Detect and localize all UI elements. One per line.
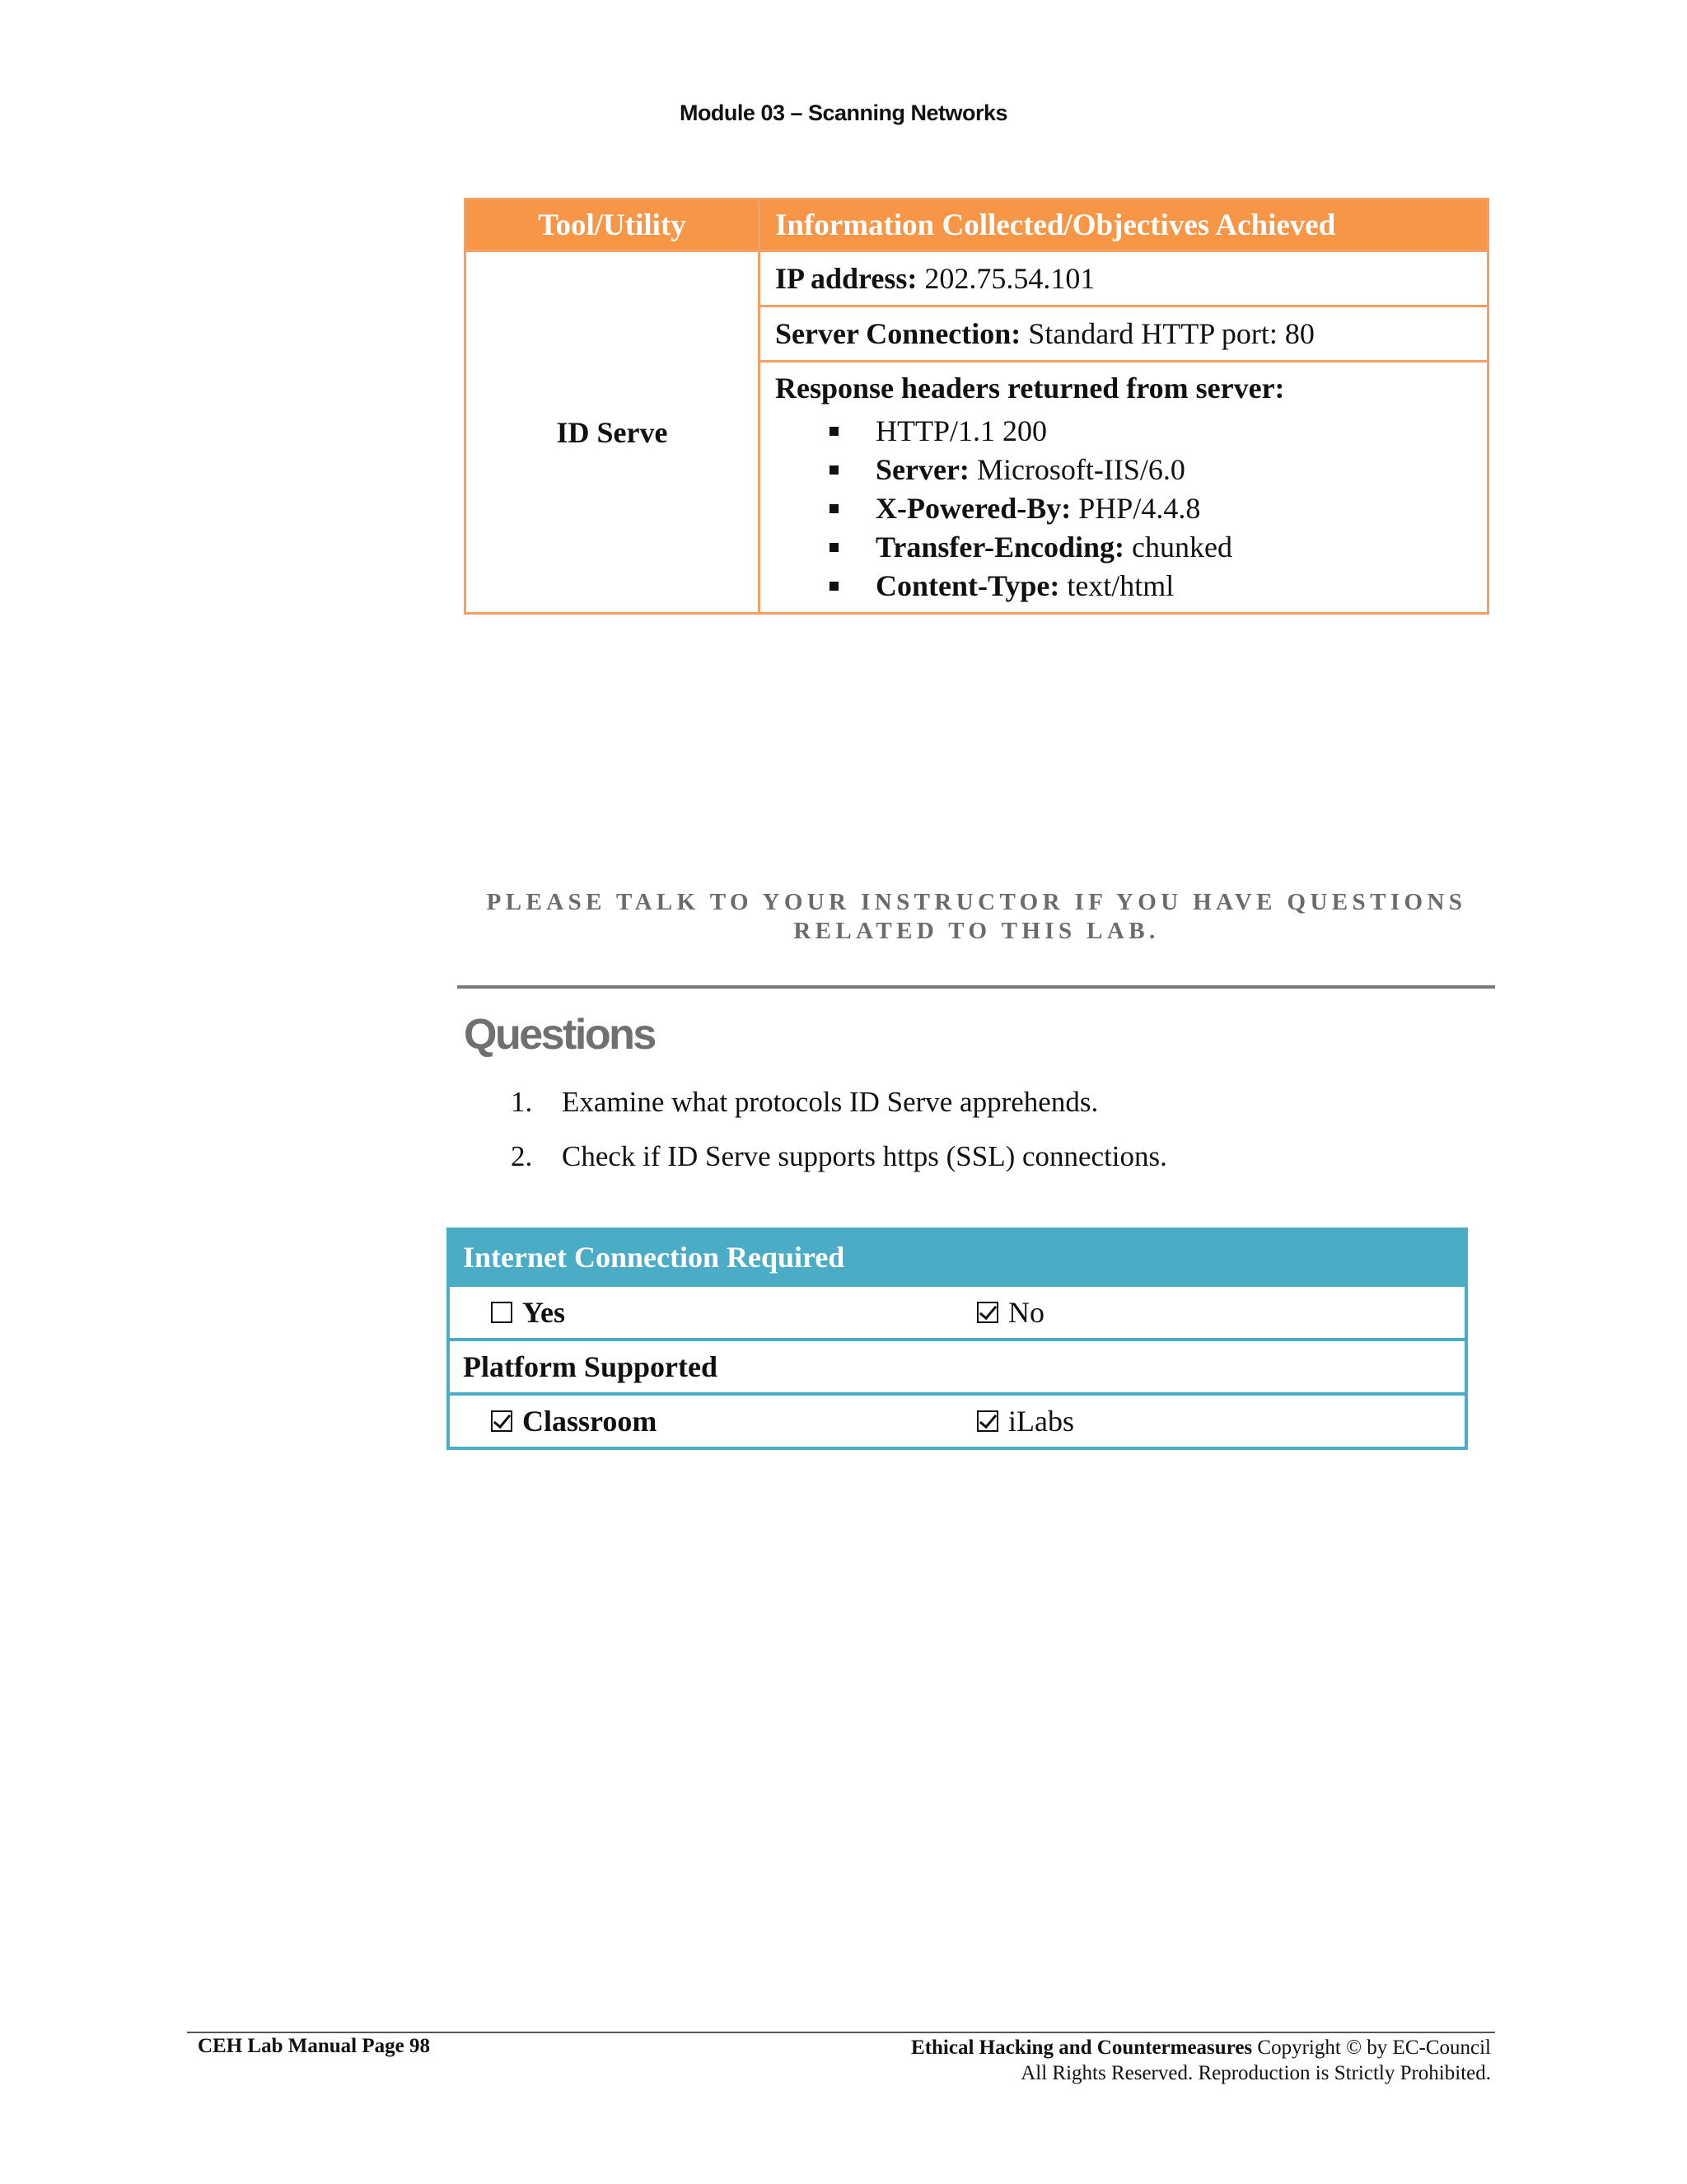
- bullet-icon: [829, 582, 839, 591]
- requirements-table: [446, 1228, 1468, 1450]
- bullet-icon: [829, 465, 839, 475]
- response-headers-list: [775, 412, 1472, 606]
- tool-name-cell: ID Serve: [465, 251, 759, 614]
- table-row: [448, 1229, 1466, 1285]
- section-divider: [457, 985, 1495, 989]
- option-ilabs: [977, 1404, 1074, 1438]
- option-no-label: No: [1008, 1295, 1044, 1329]
- footer-copyright-text: Copyright © by EC-Council: [1252, 2037, 1491, 2059]
- bullet-icon: [829, 543, 839, 552]
- header-label: Server:: [876, 453, 970, 486]
- table-row: [448, 1285, 1466, 1340]
- header-value: Microsoft-IIS/6.0: [976, 453, 1185, 486]
- module-header: Module 03 – Scanning Networks: [679, 101, 1008, 125]
- response-headers-cell: [759, 362, 1488, 614]
- internet-connection-options: [448, 1285, 1466, 1340]
- option-yes-label: Yes: [522, 1295, 565, 1329]
- question-number: 1.: [511, 1086, 533, 1118]
- table-row: [448, 1394, 1466, 1448]
- list-item: [511, 1134, 1167, 1188]
- results-table: [464, 198, 1489, 615]
- questions-list: [511, 1079, 1167, 1188]
- footer-divider: [187, 2032, 1495, 2033]
- header-value: text/html: [1067, 569, 1175, 602]
- platform-supported-heading: Platform Supported: [448, 1340, 1466, 1394]
- checkbox-checked-icon: [977, 1302, 998, 1323]
- list-item: [829, 489, 1472, 528]
- server-connection-label: Server Connection:: [775, 317, 1021, 350]
- header-label: Transfer-Encoding:: [876, 531, 1124, 564]
- header-label: X-Powered-By:: [876, 492, 1072, 525]
- footer-course-title: Ethical Hacking and Countermeasures: [911, 2037, 1253, 2059]
- checkbox-unchecked-icon: [491, 1302, 512, 1323]
- instructor-note: [464, 888, 1489, 946]
- option-ilabs-label: iLabs: [1008, 1404, 1074, 1438]
- list-item: [511, 1079, 1167, 1134]
- footer-copyright-line-2: All Rights Reserved. Reproduction is Strictly Prohibited.: [1021, 2062, 1491, 2084]
- option-classroom-label: Classroom: [522, 1404, 657, 1438]
- column-header-info: Information Collected/Objectives Achieved: [759, 199, 1488, 251]
- ip-address-label: IP address:: [775, 262, 918, 295]
- list-item: [829, 412, 1472, 451]
- header-value: chunked: [1132, 531, 1232, 564]
- question-number: 2.: [511, 1140, 533, 1172]
- ip-address-value: 202.75.54.101: [924, 262, 1096, 295]
- results-table-header-row: [465, 199, 1488, 251]
- footer-copyright: [911, 2035, 1491, 2086]
- response-headers-heading: Response headers returned from server:: [775, 372, 1285, 405]
- questions-heading: Questions: [464, 1011, 655, 1059]
- header-label: Content-Type:: [876, 569, 1060, 602]
- ip-address-cell: [759, 251, 1488, 306]
- bullet-icon: [829, 427, 839, 436]
- platform-options: [448, 1394, 1466, 1448]
- server-connection-value: Standard HTTP port: 80: [1028, 317, 1315, 350]
- footer-copyright-line-1: [911, 2035, 1491, 2060]
- internet-connection-heading: Internet Connection Required: [448, 1229, 1466, 1285]
- checkbox-checked-icon: [977, 1410, 998, 1432]
- header-value: PHP/4.4.8: [1078, 492, 1201, 525]
- instructor-note-line-2: RELATED TO THIS LAB.: [793, 918, 1160, 944]
- option-classroom: [463, 1404, 977, 1438]
- list-item: [829, 567, 1472, 606]
- table-row: [465, 251, 1488, 306]
- checkbox-checked-icon: [491, 1410, 512, 1432]
- list-item: [829, 528, 1472, 567]
- question-text: Check if ID Serve supports https (SSL) connections.: [562, 1140, 1167, 1172]
- footer-page-label: CEH Lab Manual Page 98: [198, 2035, 430, 2057]
- table-row: [448, 1340, 1466, 1394]
- instructor-note-line-1: PLEASE TALK TO YOUR INSTRUCTOR IF YOU HAVE QUESTIONS: [486, 889, 1467, 915]
- option-no: [977, 1295, 1044, 1330]
- question-text: Examine what protocols ID Serve apprehends.: [562, 1086, 1099, 1118]
- option-yes: [463, 1295, 977, 1330]
- list-item: [829, 451, 1472, 489]
- bullet-icon: [829, 504, 839, 513]
- server-connection-cell: [759, 306, 1488, 362]
- header-value: HTTP/1.1 200: [876, 414, 1048, 447]
- column-header-tool: Tool/Utility: [465, 199, 759, 251]
